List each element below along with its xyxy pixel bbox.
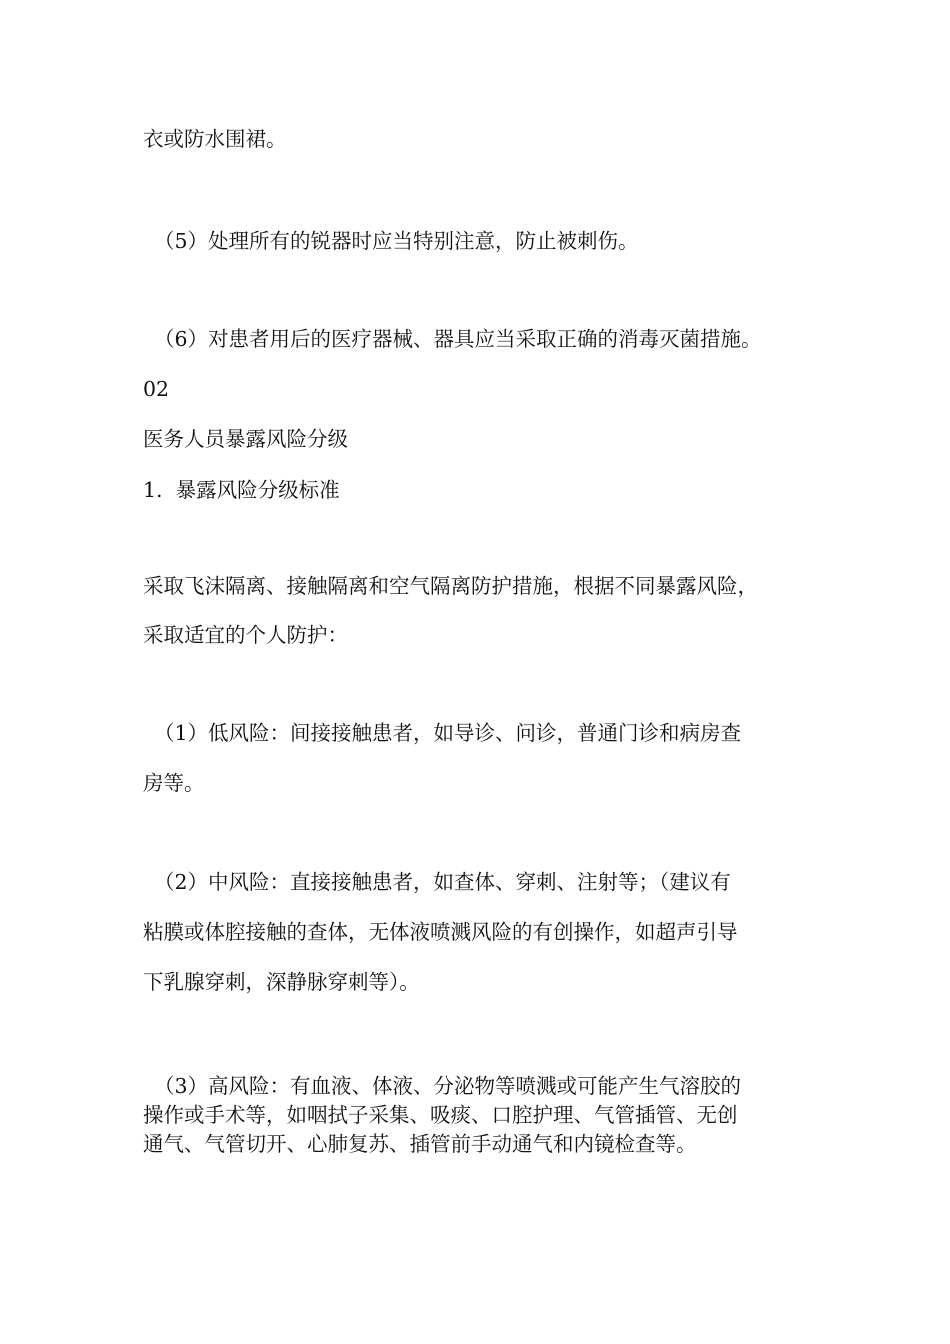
text-line: 下乳腺穿刺，深静脉穿刺等）。: [143, 970, 420, 994]
text-line: 操作或手术等，如咽拭子采集、吸痰、口腔护理、气管插管、无创: [143, 1103, 738, 1127]
text-line: 衣或防水围裙。: [143, 127, 287, 151]
section-heading: 医务人员暴露风险分级: [143, 427, 348, 451]
text-line: （1）低风险：间接接触患者，如导诊、问诊，普通门诊和病房查: [154, 721, 742, 745]
text-line: （6）对患者用后的医疗器械、器具应当采取正确的消毒灭菌措施。: [154, 327, 762, 351]
text-line: （3）高风险：有血液、体液、分泌物等喷溅或可能产生气溶胶的: [154, 1074, 742, 1098]
text-line: 粘膜或体腔接触的查体，无体液喷溅风险的有创操作，如超声引导: [143, 920, 738, 944]
text-line: 通气、气管切开、心肺复苏、插管前手动通气和内镜检查等。: [143, 1132, 697, 1156]
text-line: （2）中风险：直接接触患者，如查体、穿刺、注射等；（建议有: [154, 870, 731, 894]
subsection-heading: 1. 暴露风险分级标准: [143, 478, 340, 502]
text-line: 采取飞沫隔离、接触隔离和空气隔离防护措施，根据不同暴露风险，: [143, 574, 758, 598]
section-number: 02: [143, 377, 170, 401]
text-line: 房等。: [143, 771, 205, 795]
text-line: （5）处理所有的锐器时应当特别注意，防止被刺伤。: [154, 229, 639, 253]
text-line: 采取适宜的个人防护：: [143, 623, 348, 647]
